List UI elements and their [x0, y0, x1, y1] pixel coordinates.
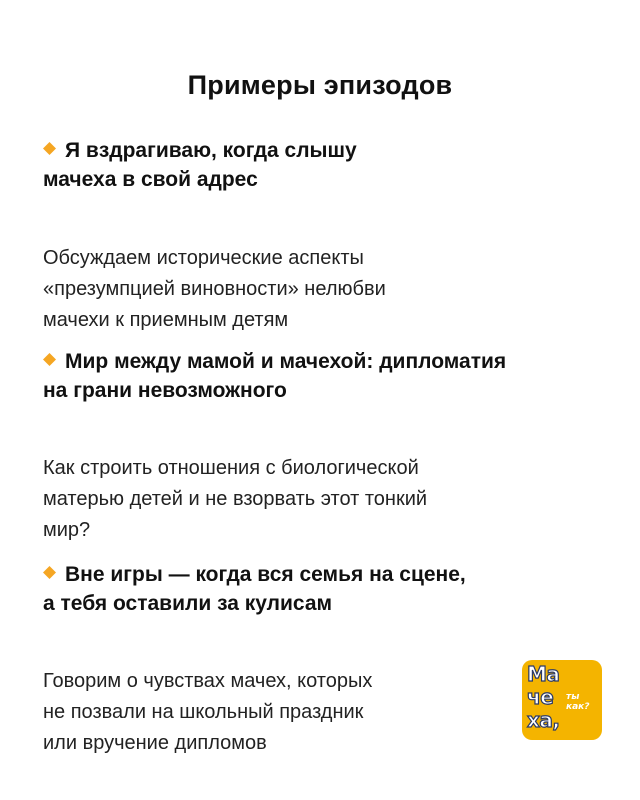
- episode-description: Обсуждаем исторические аспекты «презумпцией виновности» нелюбви мачехи к приемным детям: [43, 247, 386, 331]
- episode-title-text: Мир между мамой и мачехой: дипломатия на грани невозможного: [43, 350, 507, 402]
- episode-title-text: Вне игры — когда вся семья на сцене, а тебя оставили за кулисам: [43, 563, 466, 615]
- logo-tagline: ты как?: [566, 692, 590, 712]
- episode-title: [43, 347, 623, 405]
- page-title: Примеры эпизодов: [187, 70, 453, 101]
- episode-item: [43, 347, 623, 546]
- logo-main-text: Ма че ха,: [527, 662, 560, 732]
- orange-diamond-icon: [43, 566, 56, 579]
- episode-title: [43, 560, 623, 618]
- episode-title-text: Я вздрагиваю, когда слышу мачеха в свой адрес: [43, 139, 357, 191]
- podcast-logo: [522, 660, 602, 740]
- episode-description: Говорим о чувствах мачех, которых не позвали на школьный праздник или вручение дипломов: [43, 670, 373, 754]
- orange-diamond-icon: [43, 353, 56, 366]
- episode-title: [43, 136, 623, 194]
- episode-item: [43, 136, 623, 336]
- episode-description: Как строить отношения с биологической матерью детей и не взорвать этот тонкий мир?: [43, 457, 428, 541]
- orange-diamond-icon: [43, 142, 56, 155]
